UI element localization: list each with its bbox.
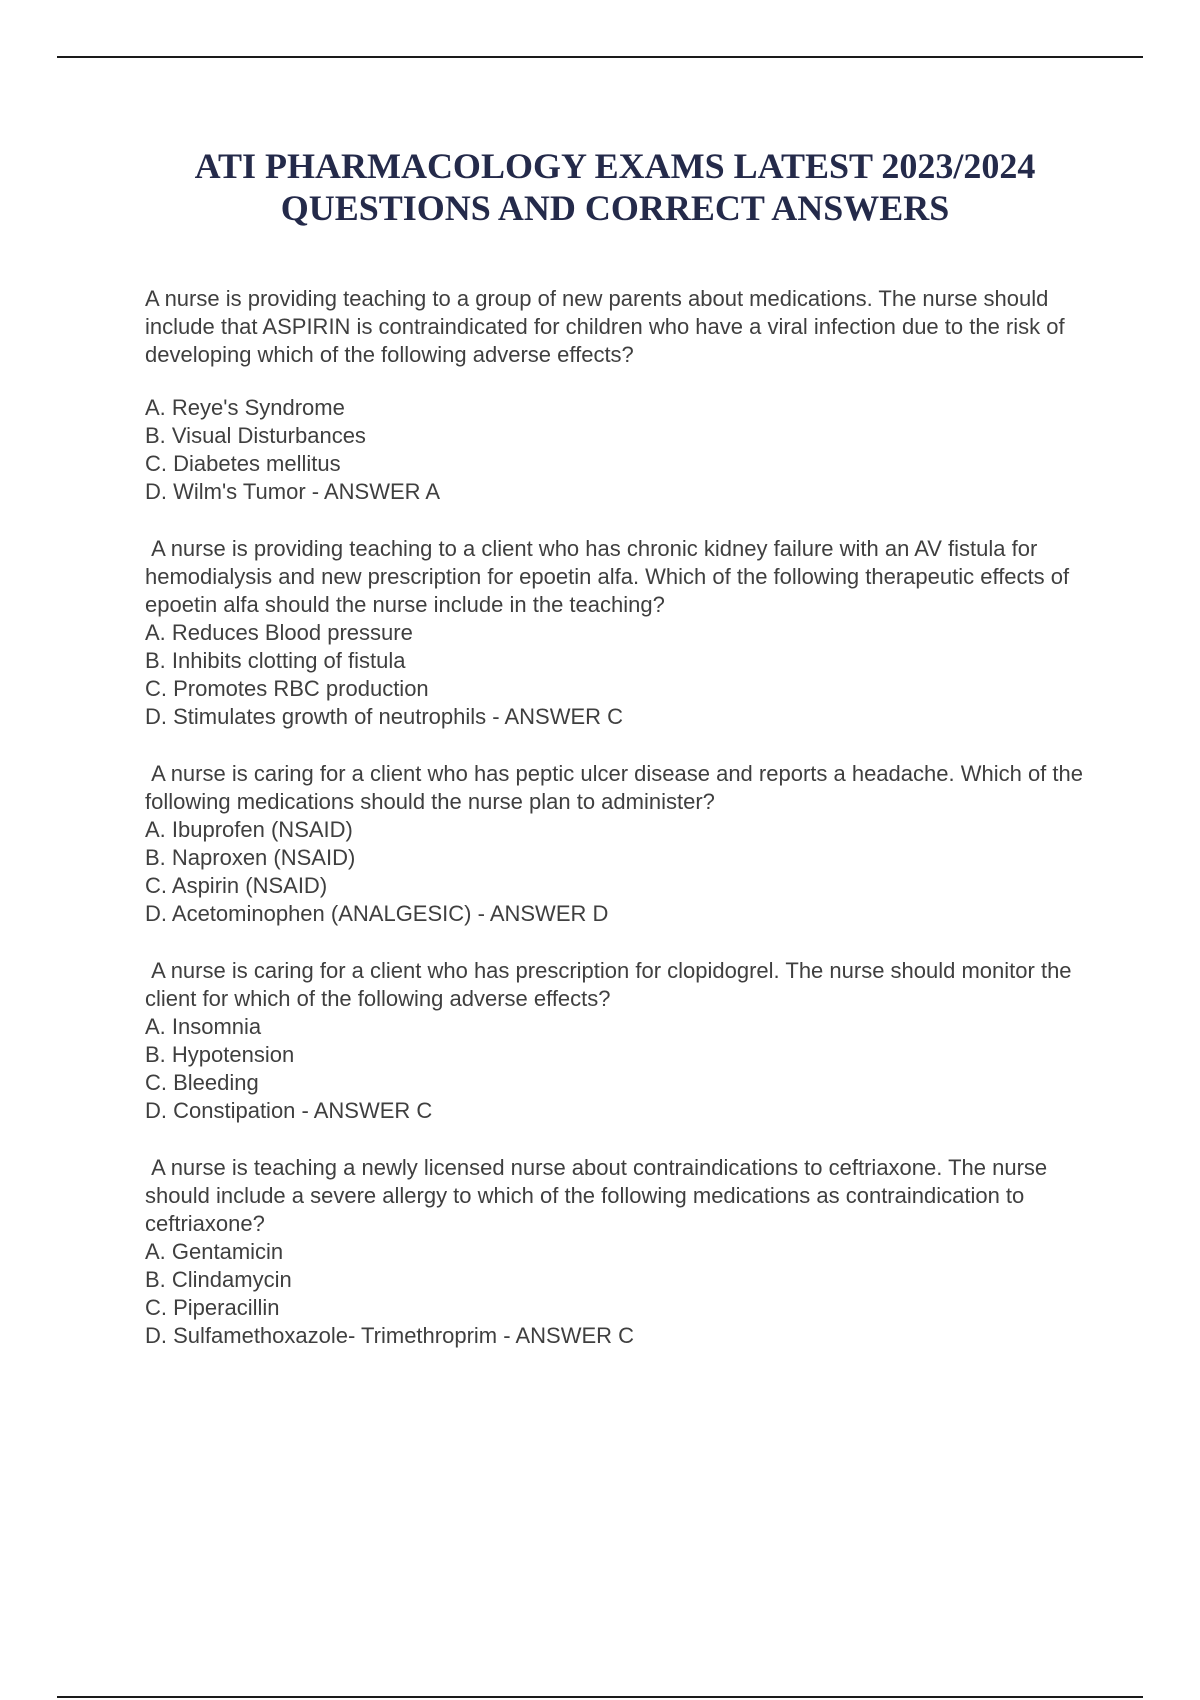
- option-a: A. Reduces Blood pressure: [145, 620, 413, 645]
- option-b: B. Hypotension: [145, 1042, 295, 1067]
- title-line-2: QUESTIONS AND CORRECT ANSWERS: [280, 188, 950, 228]
- question-5: [145, 1154, 1085, 1350]
- question-3: [145, 760, 1090, 928]
- option-c: C. Promotes RBC production: [145, 676, 429, 701]
- option-c: C. Bleeding: [145, 1070, 259, 1095]
- option-b: B. Inhibits clotting of fistula: [145, 648, 406, 673]
- document-title: [0, 145, 1200, 229]
- question-stem: A nurse is providing teaching to a client who has chronic kidney failure with an AV fistula for hemodialysis and new prescription for epoetin alfa. Which of the following therapeutic effects of epoetin alfa should the nurse include in the teaching?: [145, 536, 1076, 617]
- question-stem: A nurse is caring for a client who has prescription for clopidogrel. The nurse should monitor the client for which of the following adverse effects?: [145, 958, 1078, 1011]
- option-d-with-answer: D. Constipation - ANSWER C: [145, 1098, 433, 1123]
- option-b: B. Naproxen (NSAID): [145, 845, 356, 870]
- option-b: B. Clindamycin: [145, 1267, 292, 1292]
- question-1: [145, 285, 1085, 506]
- option-c: C. Diabetes mellitus: [145, 451, 341, 476]
- question-stem: A nurse is teaching a newly licensed nurse about contraindications to ceftriaxone. The nurse should include a severe allergy to which of the following medications as contraindication to ceftriaxone?: [145, 1155, 1054, 1236]
- option-d-with-answer: D. Wilm's Tumor - ANSWER A: [145, 479, 441, 504]
- bottom-rule: [57, 1696, 1143, 1698]
- title-line-1: ATI PHARMACOLOGY EXAMS LATEST 2023/2024: [194, 146, 1036, 186]
- option-d-with-answer: D. Stimulates growth of neutrophils - ANSWER C: [145, 704, 624, 729]
- option-a: A. Reye's Syndrome: [145, 395, 345, 420]
- question-stem: A nurse is caring for a client who has peptic ulcer disease and reports a headache. Which of the following medications should the nurse plan to administer?: [145, 761, 1090, 814]
- option-c: C. Aspirin (NSAID): [145, 873, 328, 898]
- question-list: [145, 285, 1090, 1379]
- option-d-with-answer: D. Sulfamethoxazole- Trimethroprim - ANSWER C: [145, 1323, 635, 1348]
- option-b: B. Visual Disturbances: [145, 423, 366, 448]
- question-4: [145, 957, 1085, 1125]
- option-d-with-answer: D. Acetominophen (ANALGESIC) - ANSWER D: [145, 901, 609, 926]
- option-a: A. Gentamicin: [145, 1239, 284, 1264]
- option-c: C. Piperacillin: [145, 1295, 280, 1320]
- question-stem: A nurse is providing teaching to a group of new parents about medications. The nurse should include that ASPIRIN is contraindicated for children who have a viral infection due to the risk of developing which of the following adverse effects?: [145, 286, 1071, 367]
- option-a: A. Ibuprofen (NSAID): [145, 817, 353, 842]
- top-rule: [57, 56, 1143, 58]
- question-2: [145, 535, 1085, 731]
- option-a: A. Insomnia: [145, 1014, 262, 1039]
